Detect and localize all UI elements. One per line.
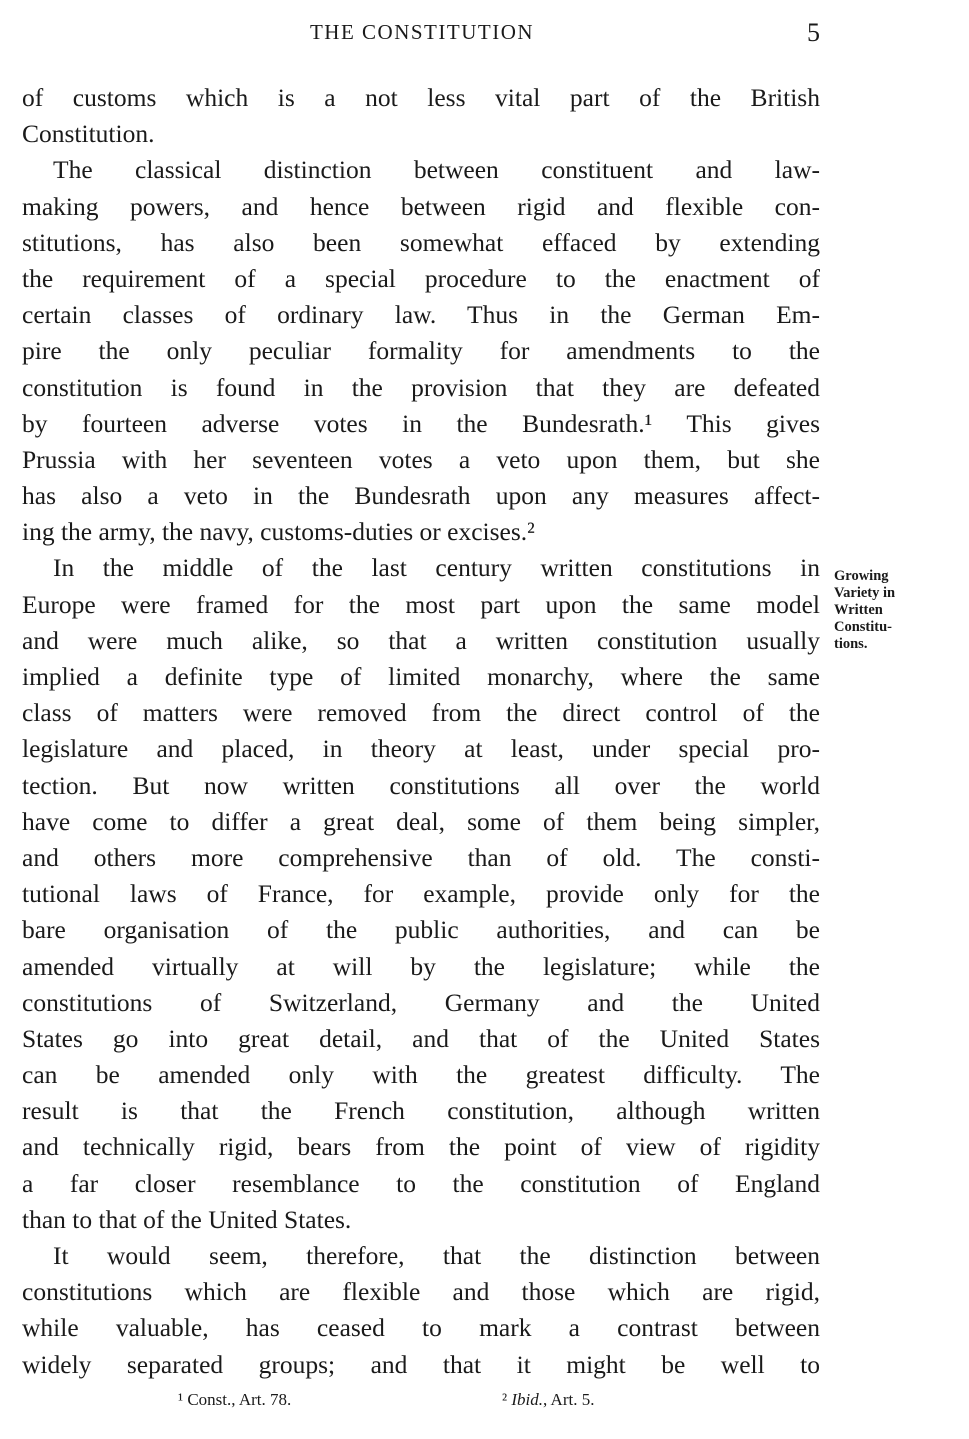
text-line: while valuable, has ceased to mark a contrast between <box>22 1313 820 1343</box>
footnote-1: ¹ Const., Art. 78. <box>178 1390 292 1409</box>
running-head <box>22 18 822 48</box>
footnote-2-ref: , Art. 5. <box>543 1390 595 1409</box>
footnote-2-ibid: Ibid. <box>511 1390 543 1409</box>
text-line: the requirement of a special procedure to the enactment of <box>22 263 820 293</box>
text-line: Prussia with her seventeen votes a veto upon them, but she <box>22 444 820 474</box>
text-line: a far closer resemblance to the constitution of England <box>22 1168 820 1198</box>
text-line: Constitution. <box>22 119 155 149</box>
page-number: 5 <box>807 18 820 47</box>
body-text <box>22 80 820 1383</box>
text-line: by fourteen adverse votes in the Bundesrath.¹ This gives <box>22 408 820 438</box>
text-line: have come to differ a great deal, some of them being simpler, <box>22 806 820 836</box>
text-line: and others more comprehensive than of old. The consti- <box>22 842 820 872</box>
footnote-2 <box>502 1390 594 1410</box>
margin-note-line: Variety in <box>834 585 896 601</box>
margin-note-line: Growing <box>834 568 889 584</box>
text-line: Europe were framed for the most part upon the same model <box>22 589 820 619</box>
text-line: than to that of the United States. <box>22 1204 352 1234</box>
margin-note-line: tions. <box>834 636 868 652</box>
margin-note-line: Written <box>834 602 883 618</box>
text-line: stitutions, has also been somewhat effaced by extending <box>22 227 820 257</box>
text-line: ing the army, the navy, customs-duties or excises.² <box>22 517 535 547</box>
text-line: can be amended only with the greatest difficulty. The <box>22 1060 820 1090</box>
text-line: constitutions which are flexible and those which are rigid, <box>22 1277 820 1307</box>
text-line: bare organisation of the public authorities, and can be <box>22 915 820 945</box>
text-line: making powers, and hence between rigid and flexible con- <box>22 191 820 221</box>
text-line: result is that the French constitution, although written <box>22 1096 820 1126</box>
text-line: and were much alike, so that a written constitution usually <box>22 625 820 655</box>
text-line: States go into great detail, and that of the United States <box>22 1023 820 1053</box>
text-line: pire the only peculiar formality for amendments to the <box>22 336 820 366</box>
text-line: amended virtually at will by the legislature; while the <box>22 951 820 981</box>
margin-note <box>834 568 954 653</box>
margin-note-line: Constitu- <box>834 619 893 635</box>
text-line: class of matters were removed from the direct control of the <box>22 698 820 728</box>
text-line: constitutions of Switzerland, Germany and the United <box>22 987 820 1017</box>
text-line: It would seem, therefore, that the distinction between <box>53 1241 820 1270</box>
text-line: In the middle of the last century written constitutions in <box>53 553 820 583</box>
text-line: legislature and placed, in theory at least, under special pro- <box>22 734 820 764</box>
text-line: has also a veto in the Bundesrath upon any measures affect- <box>22 481 820 511</box>
text-line: tutional laws of France, for example, provide only for the <box>22 879 820 909</box>
text-line: tection. But now written constitutions all over the world <box>22 770 820 800</box>
text-line: constitution is found in the provision that they are defeated <box>22 372 820 402</box>
text-line: and technically rigid, bears from the point of view of rigidity <box>22 1132 820 1162</box>
text-line: The classical distinction between constituent and law- <box>53 155 820 185</box>
text-line: of customs which is a not less vital part of the British <box>22 83 820 112</box>
footnote-2-marker: ² <box>502 1390 508 1409</box>
running-title: THE CONSTITUTION <box>309 20 535 44</box>
text-line: certain classes of ordinary law. Thus in the German Em- <box>22 300 820 330</box>
footnotes <box>0 1390 969 1420</box>
text-line: implied a definite type of limited monarchy, where the same <box>22 662 820 691</box>
text-line: widely separated groups; and that it might be well to <box>22 1349 820 1379</box>
